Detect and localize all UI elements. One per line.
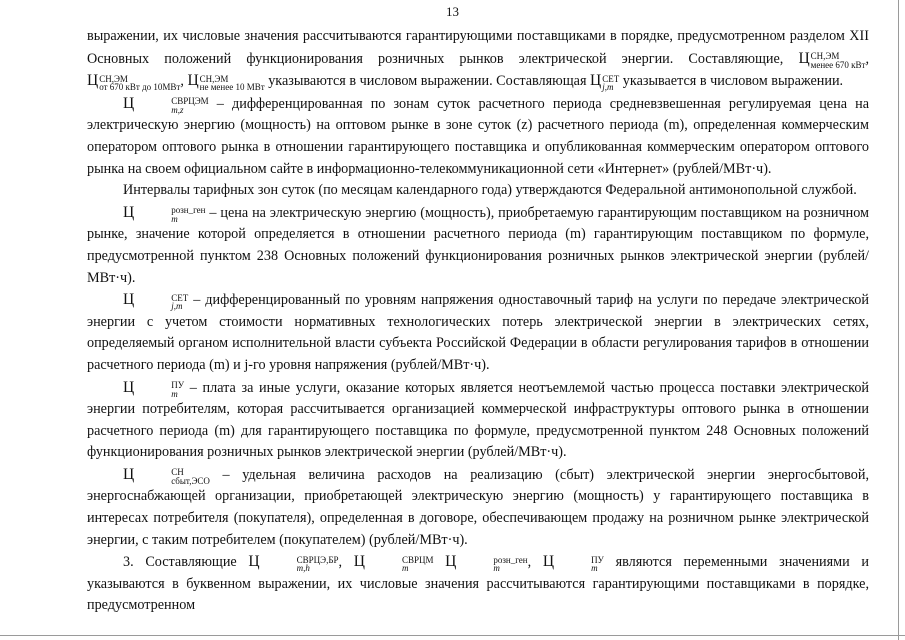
paragraph-2	[87, 93, 869, 180]
page-edge-bottom	[0, 635, 905, 636]
symbol-c-pu-m: Ц ПУ m	[123, 378, 185, 399]
paragraph-1-text-a: выражении, их числовые значения рассчитываются гарантирующими поставщиками в порядке, предусмотренном разделом XII Основных положений функционирования розничных рынков электрической энергии. Составляющие,	[87, 28, 869, 67]
paragraph-8-lead: 3. Составляющие	[123, 554, 237, 571]
paragraph-5	[87, 289, 869, 376]
symbol-c-set-jm: Ц СЕТ j,m	[590, 72, 620, 93]
page-number: 13	[446, 4, 459, 19]
paragraph-4	[87, 202, 869, 289]
paragraph-4-text: – цена на электрическую энергию (мощность), приобретаемую гарантирующим поставщиком на розничном рынке, значение которой определяется в отношении расчетного периода (m) гарантирующим поставщиком по формуле, предусмотренной пунктом 238 Основных положений функционирования розничных рынков электрической энергии (рублей/МВт·ч).	[87, 204, 869, 286]
paragraph-7-text: – удельная величина расходов на реализацию (сбыт) электрической энергии энергосбытовой, энергоснабжающей организации, приобретающей электрическую энергию (мощность) у гарантирующего поставщика в интересах потребителя (покупателя), определенная в договоре, обеспечивающем продажу на розничном рынке электрической энергии, с таким потребителем (покупателем) (рублей/МВт·ч).	[87, 466, 869, 548]
paragraph-8: 3. Составляющие Ц СВРЦЭ,БР m,h , Ц СВРЦМ m Ц розн_ген m , Ц ПУ m являются переменными значениями и указываются в буквенном выражении, их числовые значения рассчитываются гарантирующими поставщиками в порядке, предусмотренном	[87, 553, 870, 614]
symbol-c-svrtse-br-mh: Ц СВРЦЭ,БР m,h	[248, 553, 339, 574]
symbol-c-sn-em-not-less-10: Ц СН,ЭМ не менее 10 МВт	[187, 72, 265, 93]
symbol-c-svrtsm-m: Ц СВРЦМ m	[353, 553, 434, 574]
paragraph-8-text: являются переменными значениями и указываются в буквенном выражении, их числовые значения рассчитываются гарантирующими поставщиками в порядке, предусмотренном	[87, 554, 870, 614]
symbol-c-rozn-gen-m-2: Ц розн_ген m	[445, 553, 528, 574]
paragraph-6-text: – плата за иные услуги, оказание которых является неотъемлемой частью процесса поставки электрической энергии потребителям, которая рассчитывается организацией коммерческой инфраструктуры оптового рынка в отношении расчетного периода (m) для гарантирующего поставщика по формуле, предусмотренной пунктом 248 Основных положений функционирования розничных рынков электрической энергии (рублей/МВт·ч).	[87, 379, 869, 461]
paragraph-2-text: – дифференцированная по зонам суток расчетного периода средневзвешенная регулируемая цена на электрическую энергию (мощность) на оптовом рынке в зоне суток (z) расчетного периода (m), определенная коммерческим оператором оптового рынка в отношении гарантирующего поставщика и опубликованная коммерческим оператором оптового рынка на своем официальном сайте в информационно-телекоммуникационной сети «Интернет» (рублей/МВт·ч).	[87, 95, 869, 177]
page-edge-right	[898, 0, 899, 640]
paragraph-6	[87, 377, 869, 464]
symbol-c-sn-em-less-670: Ц СН,ЭМ менее 670 кВт	[798, 49, 866, 70]
document-body	[87, 26, 869, 617]
symbol-c-set-jm-2: Ц СЕТ j,m	[123, 291, 189, 312]
paragraph-3: Интервалы тарифных зон суток (по месяцам календарного года) утверждаются Федеральной антимонопольной службой.	[123, 182, 857, 199]
paragraph-1-text-b: указываются в числовом выражении. Составляющая	[268, 73, 587, 90]
paragraph-5-text: – дифференцированный по уровням напряжения одноставочный тариф на услуги по передаче электрической энергии с учетом стоимости нормативных технологических потерь электрической энергии в электрических сетях, определяемый органом исполнительной власти субъекта Российской Федерации в области регулирования тарифов в отношении расчетного периода (m) и j-го уровня напряжения (рублей/МВт·ч).	[87, 292, 869, 373]
paragraph-7	[87, 464, 869, 551]
symbol-c-pu-m-2: Ц ПУ m	[542, 553, 604, 574]
symbol-c-rozn-gen-m: Ц розн_ген m	[123, 203, 206, 224]
paragraph-1: выражении, их числовые значения рассчитываются гарантирующими поставщиками в порядке, предусмотренном разделом XII Основных положений функционирования розничных рынков электрической энергии. Составляющие, Ц СН,ЭМ менее 670 кВт , Ц СН,ЭМ от 670 кВт до 10МВт , Ц СН,ЭМ не менее 10 МВт указываются в числовом выражении. Составляющая Ц СЕТ j,m указывается в числовом выражении.	[87, 28, 869, 93]
symbol-c-sn-em-670-10mw: Ц СН,ЭМ от 670 кВт до 10МВт	[87, 72, 181, 93]
symbol-c-svrtsem-mz: Ц СВРЦЭМ m,z	[123, 94, 209, 115]
paragraph-1-text-c: указывается в числовом выражении.	[622, 73, 844, 90]
symbol-c-sn-sbyt-eso: Ц СН сбыт,ЭСО	[123, 465, 210, 486]
